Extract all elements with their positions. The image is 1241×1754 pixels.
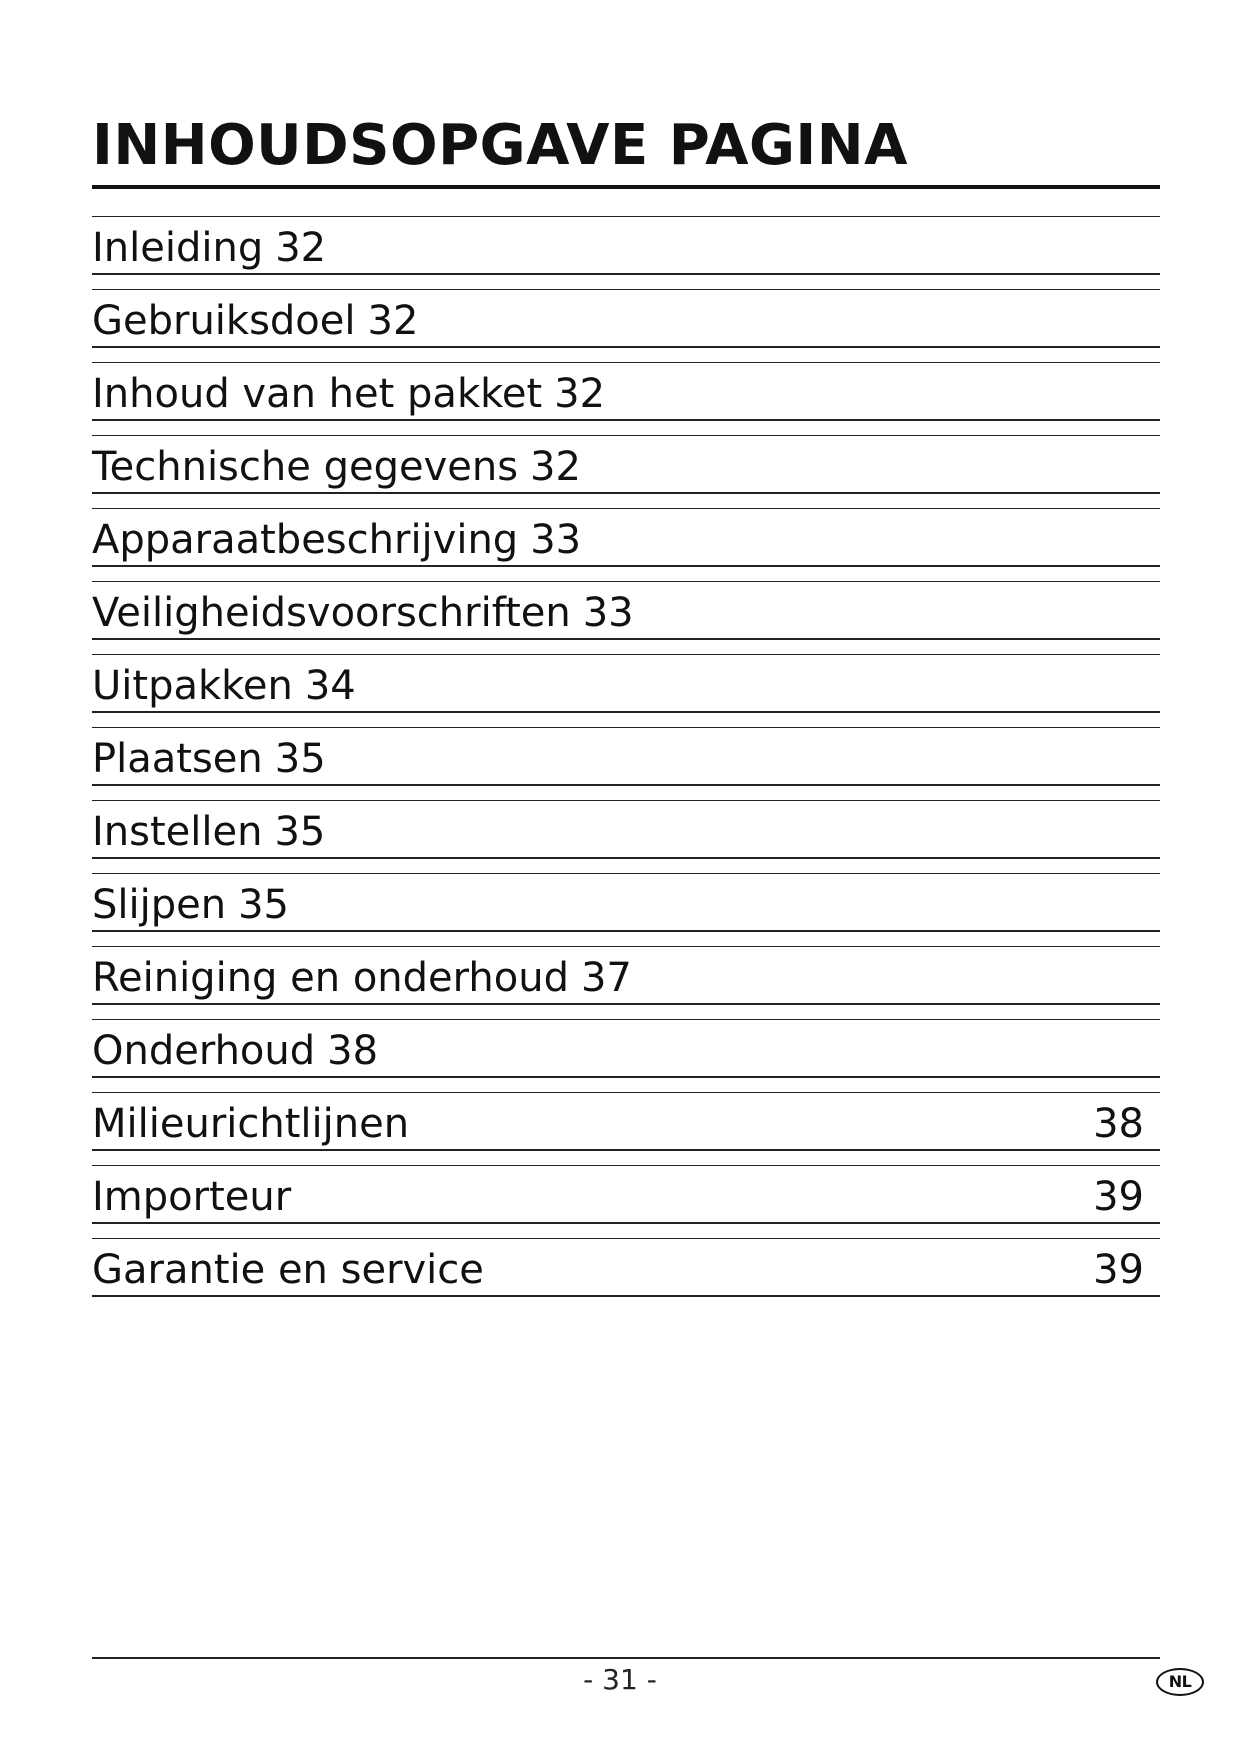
toc-entry-title: Technische gegevens: [92, 444, 519, 490]
toc-entry-title: Apparaatbeschrijving: [92, 517, 519, 563]
toc-entry-page: 32: [367, 298, 419, 344]
toc-entry-title: Inhoud van het pakket: [92, 371, 543, 417]
toc-entry-label: [92, 296, 418, 346]
toc-entry[interactable]: [92, 727, 1160, 800]
toc-entry[interactable]: [92, 362, 1160, 435]
footer-divider: [92, 1657, 1160, 1659]
toc-entry-label: [92, 807, 325, 857]
toc-entry-page: 39: [1093, 1174, 1144, 1220]
toc-entry-title: Importeur: [92, 1174, 292, 1220]
toc-entry-label: [92, 588, 634, 638]
toc-entry[interactable]: [92, 216, 1160, 289]
toc-entry-label: [92, 734, 326, 784]
toc-entry-page: 32: [530, 444, 581, 490]
toc-entry-title: Slijpen: [92, 882, 227, 928]
toc-entry-page: 38: [327, 1028, 379, 1074]
toc-entry-title: Garantie en service: [92, 1247, 484, 1293]
toc-entry-page: 34: [304, 663, 356, 709]
toc-entry[interactable]: [92, 289, 1160, 362]
toc-entry-label: [92, 661, 356, 711]
toc-entry-label: [92, 1172, 291, 1222]
toc-entry-page: 35: [238, 882, 289, 928]
toc-entry[interactable]: [92, 1019, 1160, 1092]
toc-entry-label: [92, 1245, 484, 1295]
page-number: - 31 -: [583, 1663, 657, 1696]
toc-entry-title: Veiligheidsvoorschriften: [92, 590, 571, 636]
toc-entry-label: [92, 1026, 378, 1076]
toc-entry-title: Plaatsen: [92, 736, 263, 782]
toc-entry-label: [92, 880, 289, 930]
toc-entry-title: Onderhoud: [92, 1028, 316, 1074]
toc-entry-label: [92, 223, 326, 273]
toc-entry-title: Gebruiksdoel: [92, 298, 356, 344]
toc-entry[interactable]: [92, 435, 1160, 508]
toc-entry[interactable]: [92, 873, 1160, 946]
toc-entry-label: [92, 1099, 409, 1149]
table-of-contents: [92, 216, 1160, 1296]
language-badge: NL: [1156, 1668, 1204, 1696]
toc-entry[interactable]: [92, 1092, 1160, 1165]
page-title: INHOUDSOPGAVE PAGINA: [92, 113, 908, 178]
toc-entry-page: 33: [530, 517, 582, 563]
toc-entry[interactable]: [92, 1165, 1160, 1238]
toc-entry-title: Milieurichtlijnen: [92, 1101, 410, 1147]
toc-entry[interactable]: [92, 1238, 1160, 1296]
toc-entry-title: Reiniging en onderhoud: [92, 955, 569, 1001]
toc-entry[interactable]: [92, 508, 1160, 581]
toc-entry-page: 32: [275, 225, 327, 271]
toc-entry-label: [92, 515, 581, 565]
toc-entry-page: 35: [274, 809, 326, 855]
toc-entry[interactable]: [92, 654, 1160, 727]
toc-entry[interactable]: [92, 800, 1160, 873]
toc-entry-title: Uitpakken: [92, 663, 293, 709]
title-divider: [92, 185, 1160, 189]
toc-entry-page: 38: [1093, 1101, 1144, 1147]
toc-entry-page: 35: [274, 736, 326, 782]
toc-entry-page: 33: [582, 590, 634, 636]
toc-entry[interactable]: [92, 946, 1160, 1019]
toc-entry-page: 39: [1093, 1247, 1144, 1293]
toc-entry-page: 37: [580, 955, 632, 1001]
toc-entry-title: Instellen: [92, 809, 263, 855]
toc-entry-label: [92, 442, 581, 492]
toc-entry-page: 32: [554, 371, 606, 417]
toc-entry-label: [92, 369, 605, 419]
toc-entry[interactable]: [92, 581, 1160, 654]
toc-entry-title: Inleiding: [92, 225, 264, 271]
toc-entry-label: [92, 953, 632, 1003]
